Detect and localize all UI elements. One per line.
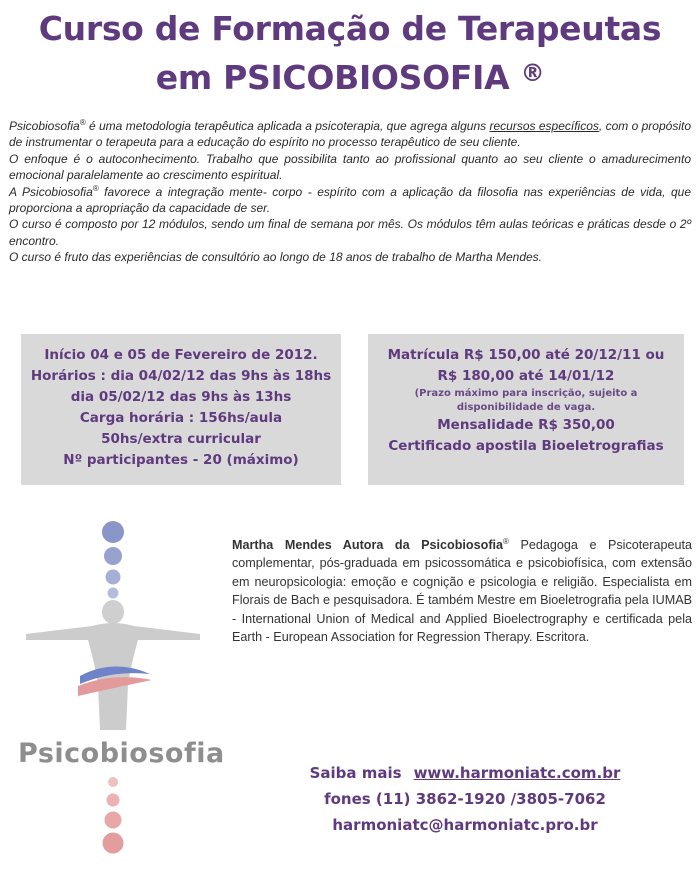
saiba-mais-label: Saiba mais: [309, 764, 402, 782]
intro-paragraph-4: O curso é composto por 12 módulos, sendo um final de semana por mês. Os módulos têm aulas teóricas e práticas desde o 2º encontro.: [9, 217, 691, 248]
price-box: [368, 334, 684, 485]
monthly-fee: Mensalidade R$ 350,00: [437, 417, 615, 433]
phones-line: fones (11) 3862-1920 /3805-7062: [324, 790, 606, 808]
intro-paragraph-3: [9, 184, 691, 217]
figure-head: [102, 600, 124, 624]
deadline-note-1: (Prazo máximo para inscrição, sujeito a: [414, 388, 638, 399]
author-reg: ®: [503, 536, 509, 546]
author-name: Martha Mendes Autora da Psicobiosofia: [232, 538, 504, 552]
intro-p3-reg: ®: [92, 183, 99, 193]
intro-p1-reg: ®: [79, 118, 86, 127]
author-bio: [232, 536, 692, 646]
figure-body: [26, 623, 200, 730]
title-line-2-text: em PSICOBIOSOFIA: [155, 58, 510, 97]
blue-dot-3: [106, 570, 121, 585]
brand-wordmark: Psicobiosofia: [18, 738, 225, 769]
schedule-line: Início 04 e 05 de Fevereiro de 2012.: [44, 347, 318, 363]
psicobiosofia-logo: [0, 510, 230, 864]
schedule-line: Carga horária : 156hs/aula: [79, 410, 283, 426]
schedule-line: 50hs/extra curricular: [101, 431, 261, 447]
blue-dot-4: [108, 588, 119, 599]
author-description: Pedagoga e Psicoterapeuta complementar, pós-graduada em psicossomática e psicobiofísica, com extensão em neuropsicologia: emoção e cognição e psicologia e religião. Especialista em Florais de Bach e pesquisadora. É também Mestre em Bioeletrografia pela IUMAB - International Union of Medical and Applied Bioelectrography e certificada pela Earth - European Association for Regression Therapy. Escritora.: [232, 538, 692, 645]
title-line-2: [0, 51, 700, 100]
deadline-note-2: disponibilidade de vaga.: [456, 402, 596, 413]
website-link[interactable]: www.harmoniatc.com.br: [413, 764, 621, 782]
pink-dot-1: [108, 777, 118, 787]
recursos-especificos-link[interactable]: recursos específicos: [489, 119, 599, 133]
pink-dot-2: [107, 794, 120, 807]
intro-p3-b: favorece a integração mente- corpo - espírito com a aplicação da filosofia nas experiências de vida, que proporciona a apropriação da capacidade de ser.: [9, 184, 691, 216]
intro-paragraph-2: O enfoque é o autoconhecimento. Trabalho que possibilita tanto ao profissional quanto ao seu cliente o amadurecimento emocional paralelamente ao crescimento espiritual.: [9, 151, 691, 183]
intro-p1-b: é uma metodologia terapêutica aplicada a psicoterapia, que agrega alguns: [85, 119, 490, 133]
intro-paragraph-5: O curso é fruto das experiências de consultório ao longo de 18 anos de trabalho de Martha Mendes.: [9, 250, 542, 265]
title-line-1: Curso de Formação de Terapeutas: [38, 9, 662, 48]
title-registered-mark: ®: [520, 59, 545, 87]
human-figure-logo-icon: [0, 510, 230, 864]
intro-p3-a: A Psicobiosofia: [9, 184, 93, 199]
email-link[interactable]: harmoniatc@harmoniatc.pro.br: [332, 816, 598, 834]
contact-block: [270, 760, 660, 838]
schedule-box: [21, 334, 341, 485]
blue-dot-1: [102, 521, 124, 543]
pink-dot-4: [103, 833, 124, 854]
schedule-line: dia 05/02/12 das 9hs às 13hs: [70, 389, 292, 405]
enrollment-price-line-1: Matrícula R$ 150,00 até 20/12/11 ou: [387, 347, 665, 363]
page-title: [0, 6, 700, 100]
intro-text: [9, 118, 691, 266]
pink-dot-3: [105, 812, 122, 829]
schedule-line: Horários : dia 04/02/12 das 9hs às 18hs: [30, 368, 332, 384]
schedule-line: Nº participantes - 20 (máximo): [63, 452, 299, 468]
intro-p1-a: Psicobiosofia: [9, 119, 80, 133]
intro-p1-c: , com o propósito de instrumentar o terapeuta para a educação do espírito no processo terapêutico de seu cliente.: [9, 119, 692, 150]
enrollment-price-line-2: R$ 180,00 até 14/01/12: [437, 368, 615, 384]
blue-dot-2: [104, 547, 122, 565]
website-line: [270, 760, 660, 786]
intro-paragraph-1: [9, 118, 691, 151]
certificate-line: Certificado apostila Bioeletrografias: [388, 438, 664, 454]
